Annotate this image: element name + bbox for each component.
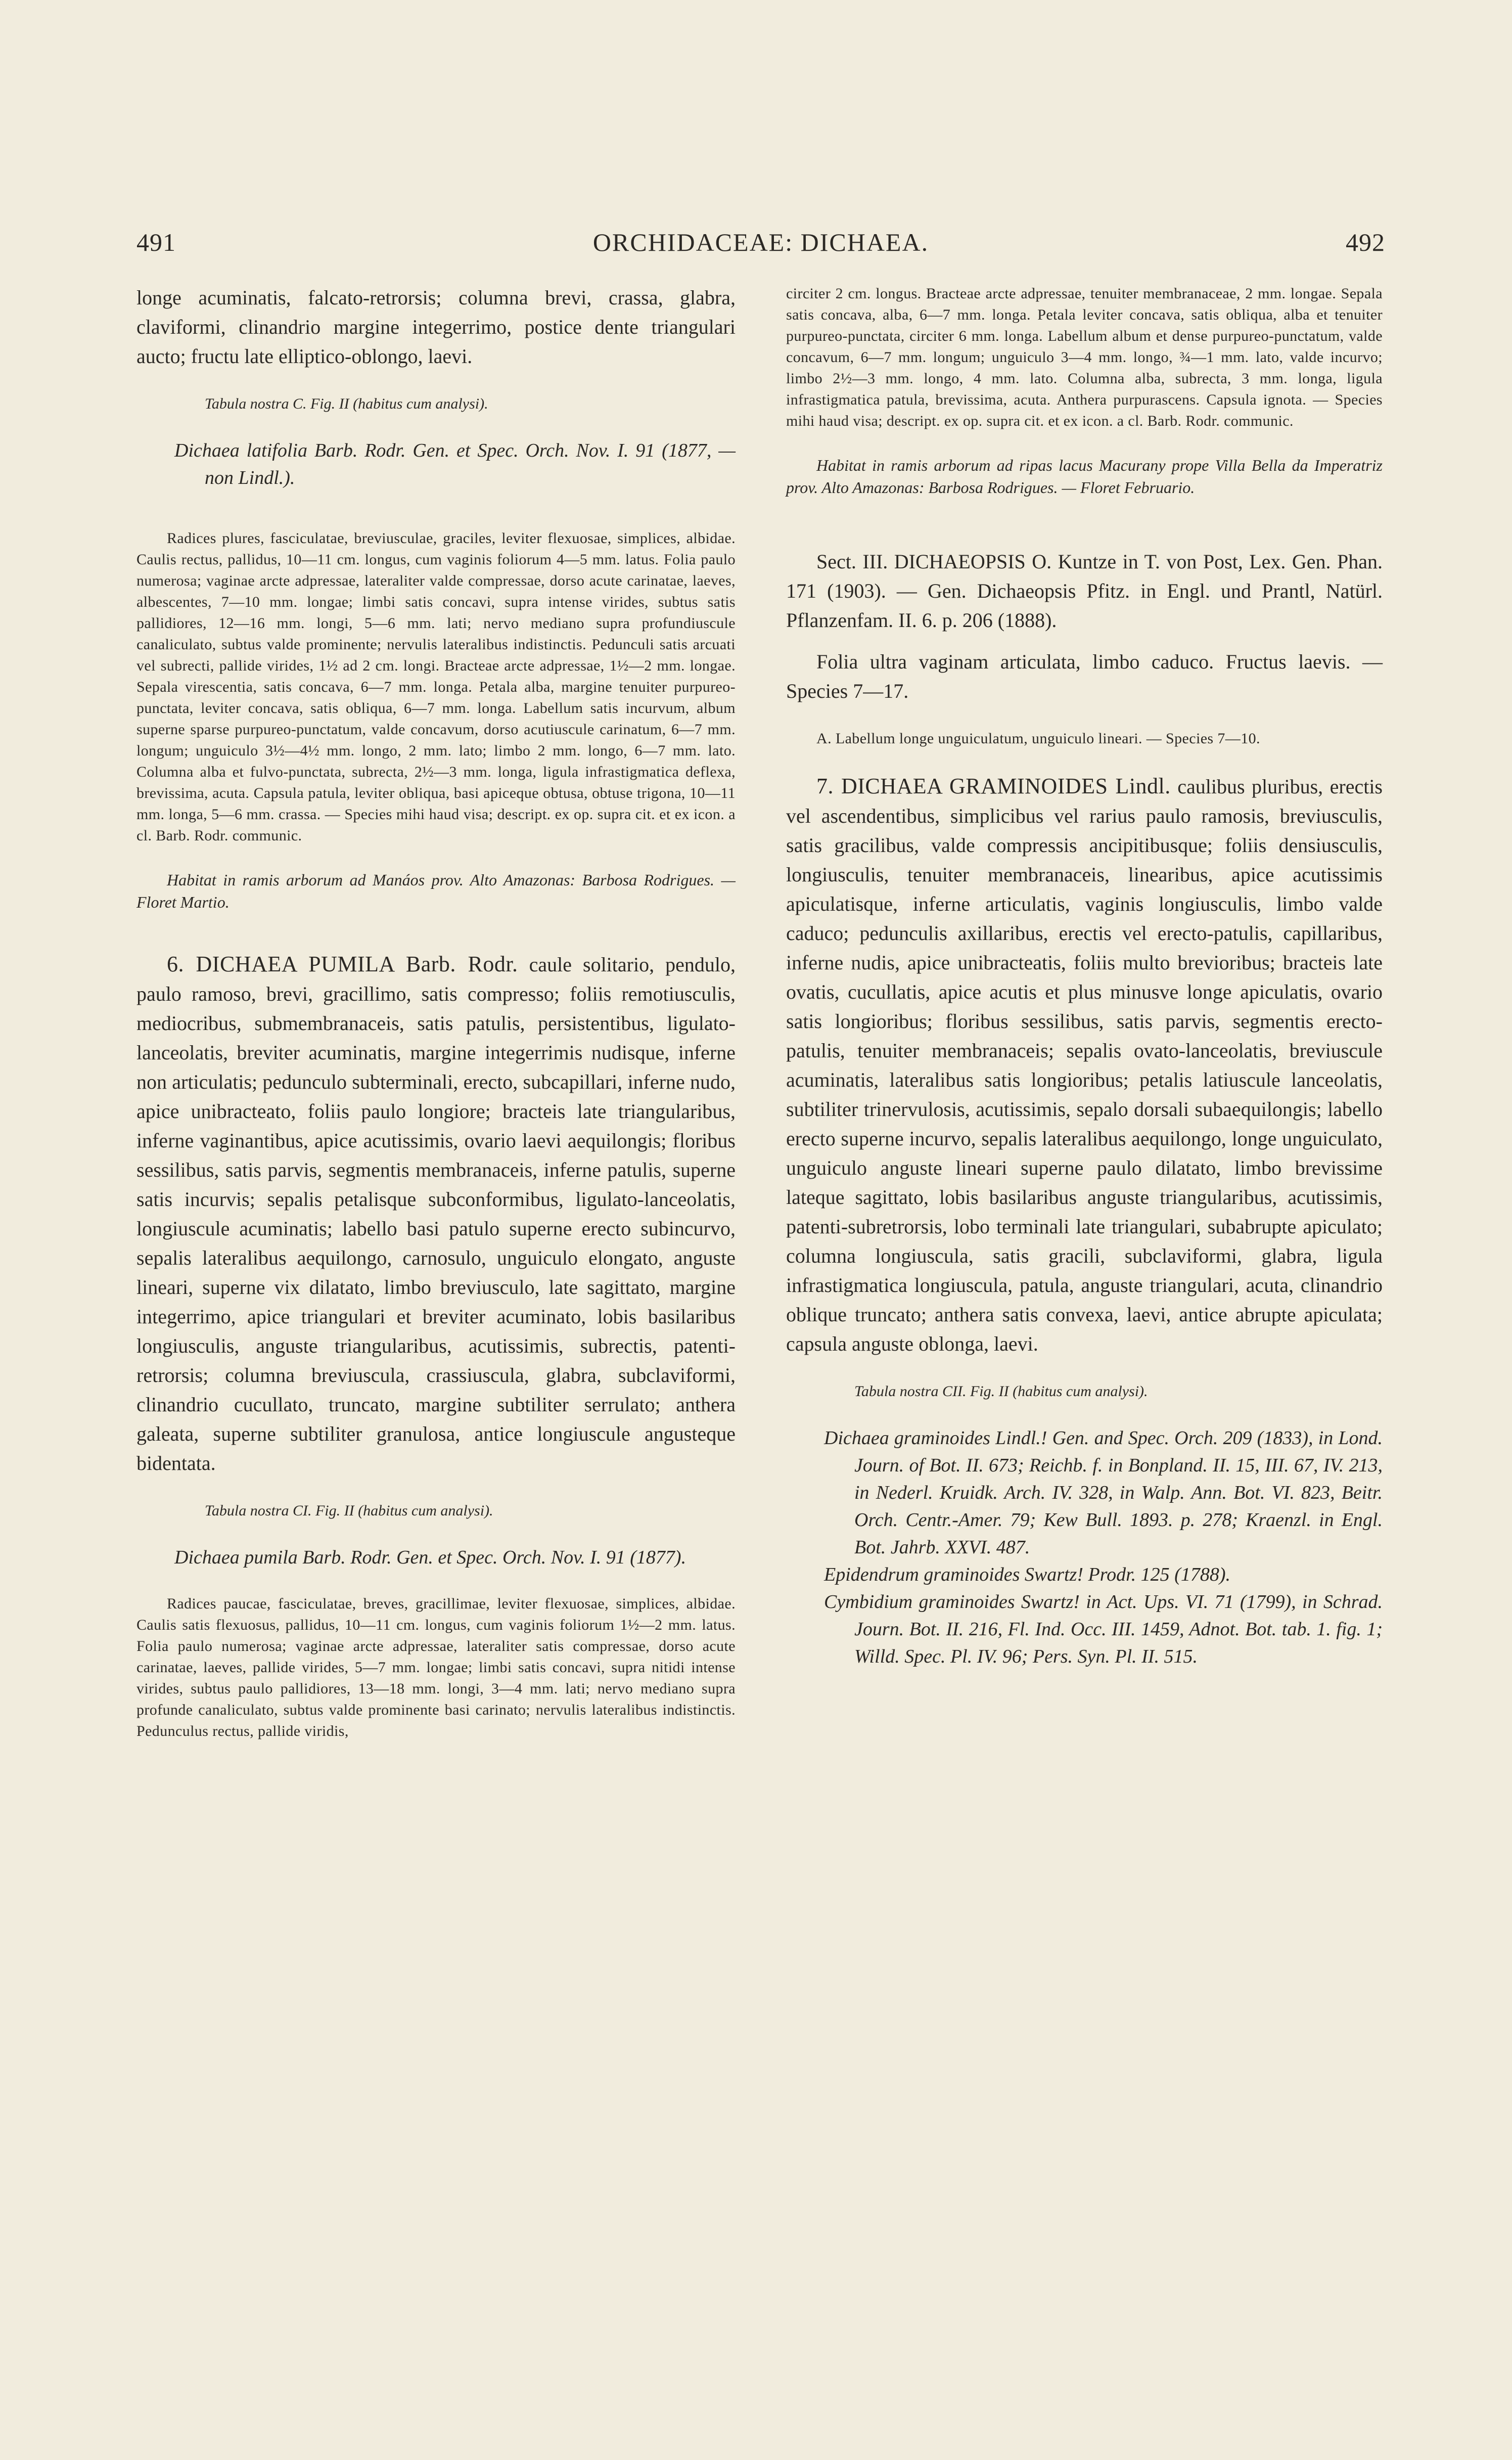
- species-6-title: 6. DICHAEA PUMILA Barb. Rodr.: [167, 952, 518, 976]
- habitat-note: Habitat in ramis arborum ad Manáos prov. Alto Amazonas: Barbosa Rodrigues. — Floret Martio.: [136, 871, 736, 911]
- left-column: [136, 283, 736, 1742]
- plate-reference: Tabula nostra CI. Fig. II (habitus cum analysi).: [205, 1502, 493, 1519]
- section-heading: Sect. III. DICHAEOPSIS O. Kuntze in T. von Post, Lex. Gen. Phan. 171 (1903). — Gen. Dichaeopsis Pfitz. in Engl. und Prantl, Natürl. Pflanzenfam. II. 6. p. 206 (1888).: [786, 550, 1383, 632]
- detailed-description-continued: circiter 2 cm. longus. Bracteae arcte adpressae, tenuiter membranaceae, 2 mm. longae. Sepala satis concava, alba, 6—7 mm. longa. Petala leviter concava, satis obliqua, alba et tenuiter purpureo-punctata, circiter 6 mm. longa. Labellum album et dense purpureo-punctatum, valde concavum, 6—7 mm. longum; unguiculo 3—4 mm. longo, ¾—1 mm. lato, valde incurvo; limbo 2½—3 mm. longo, 4 mm. lato. Columna alba, subrecta, 3 mm. longa, ligula infrastigmatica patula, brevissima, acuta. Anthera purpurascens. Capsula ignota. — Species mihi haud visa; descript. ex op. supra cit. et ex icon. a cl. Barb. Rodr. communic.: [786, 285, 1383, 429]
- plate-reference: Tabula nostra C. Fig. II (habitus cum analysi).: [205, 395, 488, 412]
- section-description: Folia ultra vaginam articulata, limbo caduco. Fructus laevis. — Species 7—17.: [786, 650, 1383, 702]
- plate-reference: Tabula nostra CII. Fig. II (habitus cum analysi).: [854, 1383, 1148, 1400]
- running-title: ORCHIDACEAE: DICHAEA.: [592, 228, 929, 256]
- page-header: [136, 228, 1385, 263]
- synonym-entry: Dichaea pumila Barb. Rodr. Gen. et Spec. Orch. Nov. I. 91 (1877).: [174, 1547, 686, 1568]
- synonym-entry: Cymbidium graminoides Swartz! in Act. Ups. VI. 71 (1799), in Schrad. Journ. Bot. II. 216, Fl. Ind. Occ. III. 1459, Adnot. Bot. tab. 1. fig. 1; Willd. Spec. Pl. IV. 96; Pers. Syn. Pl. II. 515.: [824, 1591, 1383, 1667]
- page-number-right: 492: [1346, 228, 1385, 256]
- detailed-description: Radices paucae, fasciculatae, breves, gracillimae, leviter flexuosae, simplices, albidae. Caulis satis flexuosus, pallidus, 10—11 cm. longus, cum vaginis foliorum 1½—2 mm. latus. Folia paulo numerosa; vaginae arcte adpressae, lateraliter satis compressae, dorso acute carinatae, laeves, pallide virides, 5—7 mm. longae; limbi satis concavi, supra nitidi intense virides, subtus paulo pallidiores, 13—18 mm. longi, 3—4 mm. lati; nervo mediano supra profunde canaliculato, subtus valde prominente basi carinato; nervulis lateralibus indistinctis. Pedunculus rectus, pallide viridis,: [136, 1595, 736, 1739]
- detailed-description: Radices plures, fasciculatae, breviusculae, graciles, leviter flexuosae, simplices, albidae. Caulis rectus, pallidus, 10—11 cm. longus, cum vaginis foliorum 4—5 mm. latus. Folia paulo numerosa; vaginae arcte adpressae, lateraliter valde compressae, dorso acute carinatae, laeves, albescentes, 7—10 mm. longae; limbi satis concavi, supra intense virides, subtus satis pallidiores, 12—16 mm. longi, 5—6 mm. lati; nervo mediano supra profundiuscule canaliculato, subtus valde prominente; nervulis lateralibus indistinctis. Pedunculi satis arcuati vel subrecti, pallide virides, 1½ ad 2 cm. longi. Bracteae arcte adpressae, 1½—2 mm. longae. Sepala virescentia, satis concava, 6—7 mm. longa. Petala alba, margine tenuiter purpureo-punctata, leviter concava, satis obliqua, 6—7 mm. longa. Labellum satis incurvum, album superne sparse purpureo-punctatum, valde concavum, dorso acutiuscule carinatum, 6—7 mm. longum; unguiculo 3½—4½ mm. longo, 2 mm. lato; limbo 2 mm. longo, 6—7 mm. lato. Columna alba et fulvo-punctata, subrecta, 2½—3 mm. longa, ligula infrastigmatica deflexa, brevissima, acuta. Capsula patula, leviter obliqua, basi apiceque obtusa, obtuse trigona, 10—11 mm. longa, 5—6 mm. crassa. — Species mihi haud visa; descript. ex op. supra cit. et ex icon. a cl. Barb. Rodr. communic.: [136, 530, 736, 844]
- species-6-entry: [136, 950, 736, 1478]
- species-7-title: 7. DICHAEA GRAMINOIDES Lindl.: [816, 774, 1171, 798]
- species-6-diagnosis: caule solitario, pendulo, paulo ramoso, brevi, gracillimo, satis compresso; foliis remotiusculis, mediocribus, submembranaceis, satis patulis, persistentibus, ligulato-lanceolatis, breviter acuminatis, margine integerrimis nudisque, inferne non articulatis; pedunculo subterminali, erecto, subcapillari, inferne nudo, apice unibracteato, foliis paulo longiore; bracteis late triangularibus, inferne vaginantibus, apice acutissimis, ovario laevi aequilongis; floribus sessilibus, satis parvis, segmentis membranaceis, inferne patulis, superne satis incurvis; sepalis petalisque subconformibus, ligulato-lanceolatis, longiuscule acuminatis; labello basi patulo superne erecto subincurvo, sepalis lateralibus aequilongo, carnosulo, unguiculo elongato, anguste lineari, superne vix dilatato, limbo breviusculo, late sagittato, margine integerrimo, apice triangulari et breviter acuminato, lobis basilaribus longiusculis, anguste triangularibus, acutissimis, subrectis, patenti-retrorsis; columna breviuscula, crassiuscula, glabra, subclaviformi, clinandrio cucullato, truncato, margine subtiliter serrulato; anthera galeata, superne subtiliter granulosa, antice longiuscule angusteque bidentata.: [136, 953, 736, 1474]
- synonym-entry: Dichaea latifolia Barb. Rodr. Gen. et Spec. Orch. Nov. I. 91 (1877, — non Lindl.).: [174, 440, 736, 488]
- species-7-entry: [786, 772, 1383, 1359]
- species-description-continued: longe acuminatis, falcato-retrorsis; columna brevi, crassa, glabra, claviformi, clinandrio margine integerrimo, postice dente triangulari aucto; fructu late elliptico-oblongo, laevi.: [136, 286, 736, 368]
- habitat-note: Habitat in ramis arborum ad ripas lacus Macurany prope Villa Bella da Imperatriz prov. Alto Amazonas: Barbosa Rodrigues. — Floret Februario.: [786, 456, 1383, 497]
- right-column: [786, 283, 1383, 1670]
- page-number-left: 491: [136, 228, 176, 256]
- key-entry: A. Labellum longe unguiculatum, unguiculo lineari. — Species 7—10.: [816, 730, 1260, 747]
- synonym-entry: Epidendrum graminoides Swartz! Prodr. 125 (1788).: [824, 1564, 1230, 1585]
- synonym-entry: Dichaea graminoides Lindl.! Gen. and Spec. Orch. 209 (1833), in Lond. Journ. of Bot. II. 673; Reichb. f. in Bonpland. II. 15, III. 67, IV. 213, in Nederl. Kruidk. Arch. IV. 328, in Walp. Ann. Bot. VI. 823, Beitr. Orch. Centr.-Amer. 79; Kew Bull. 1893. p. 278; Kraenzl. in Engl. Bot. Jahrb. XXVI. 487.: [824, 1427, 1383, 1558]
- species-7-diagnosis: caulibus pluribus, erectis vel ascendentibus, simplicibus vel rarius paulo ramosis, breviusculis, satis gracilibus, valde compressis ancipitibusque; foliis densiusculis, longiusculis, tenuiter membranaceis, linearibus, apice acutissimis apiculatisque, inferne articulatis, vaginis longiusculis, limbo valde caduco; pedunculis axillaribus, erectis vel erecto-patulis, capillaribus, inferne nudis, apice unibracteatis, foliis multo brevioribus; bracteis late ovatis, cucullatis, apice acutis et plus minusve longe apiculatis, ovario satis longioribus; floribus sessilibus, satis parvis, segmentis erecto-patulis, tenuiter membranaceis; sepalis ovato-lanceolatis, breviuscule acuminatis, lateralibus satis longioribus; petalis latiuscule lanceolatis, subtiliter trinervulosis, acutissimis, sepalo dorsali subaequilongis; labello erecto superne incurvo, sepalis lateralibus aequilongo, longe unguiculato, unguiculo anguste lineari superne paulo dilatato, limbo brevissime lateque sagittato, lobis basilaribus anguste triangularibus, acutissimis, patenti-subretrorsis, lobo terminali late triangulari, subabrupte apiculato; columna longiuscula, satis gracili, subclaviformi, glabra, ligula infrastigmatica longiuscula, patula, anguste triangulari, acuta, clinandrio oblique truncato; anthera satis convexa, laevi, antice abrupte apiculata; capsula anguste oblonga, laevi.: [786, 775, 1383, 1355]
